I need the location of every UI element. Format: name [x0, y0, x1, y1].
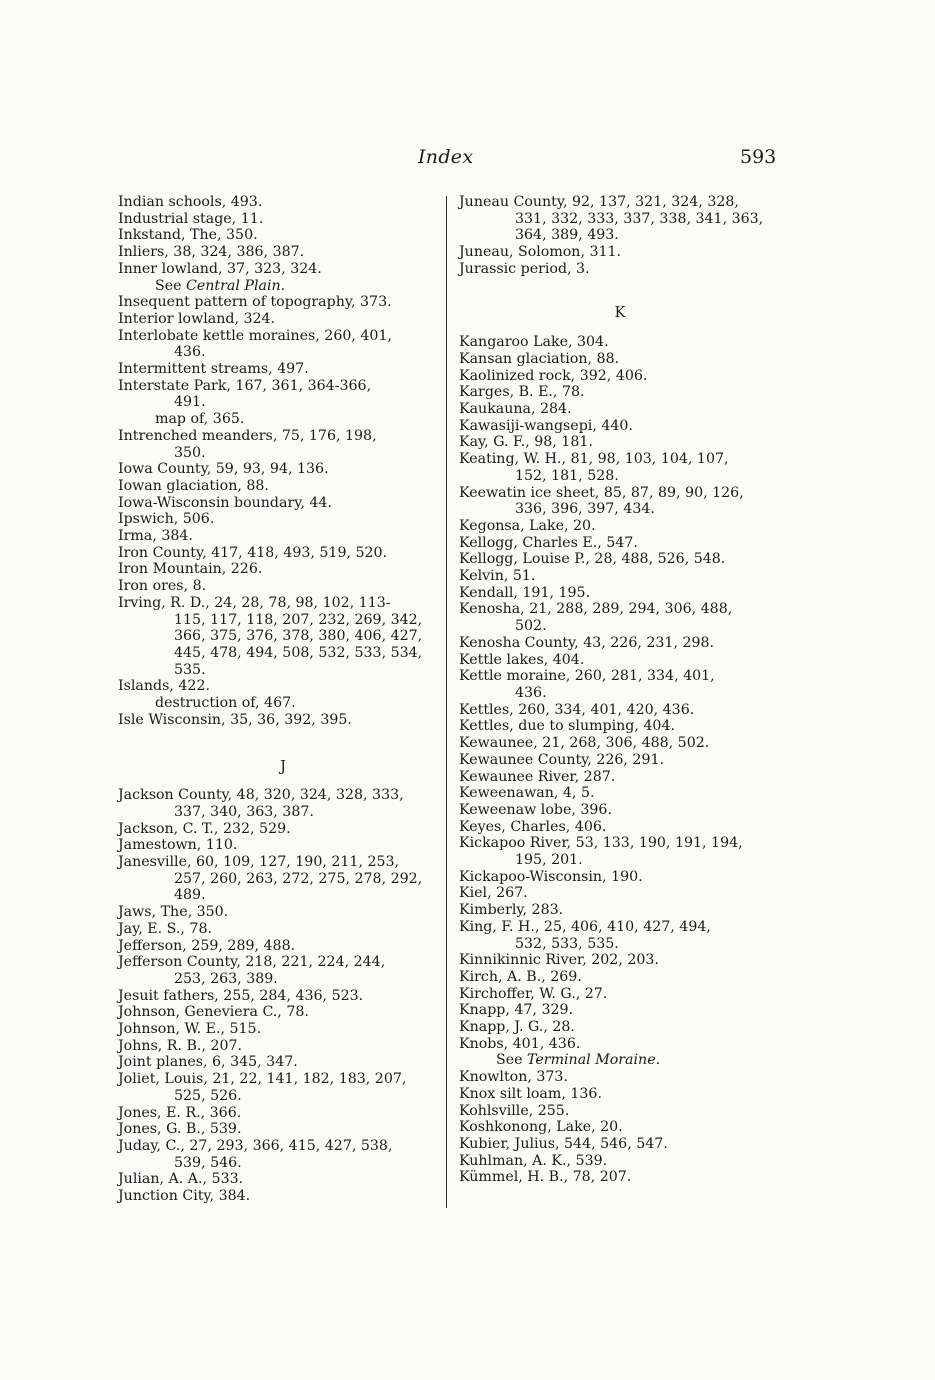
entry-line: Kickapoo-Wisconsin, 190.: [459, 868, 643, 885]
entry-line: 257, 260, 263, 272, 275, 278, 292,: [174, 870, 423, 887]
entry-line: Kickapoo River, 53, 133, 190, 191, 194,: [459, 835, 743, 852]
entry-line: 532, 533, 535.: [515, 935, 619, 952]
entry-line: Iowa County, 59, 93, 94, 136.: [118, 461, 329, 478]
index-entry: [118, 1021, 448, 1038]
entry-line: Johnson, Geneviera C., 78.: [118, 1004, 309, 1021]
entry-line: Jefferson, 259, 289, 488.: [118, 937, 296, 954]
see-reference-target: Central Plain.: [186, 277, 286, 294]
entry-line: Indian schools, 493.: [118, 194, 263, 210]
index-entry: [459, 518, 781, 535]
index-entry: [459, 351, 781, 368]
entry-line: Iron County, 417, 418, 493, 519, 520.: [118, 544, 388, 561]
entry-line: 445, 478, 494, 508, 532, 533, 534,: [174, 644, 423, 661]
index-entry: [459, 635, 781, 652]
entry-line: Kettles, due to slumping, 404.: [459, 718, 675, 735]
index-entry: [118, 854, 448, 904]
see-reference: [459, 1052, 781, 1069]
entry-line: Interstate Park, 167, 361, 364-366,: [118, 377, 372, 394]
index-entry: [459, 802, 781, 819]
index-entry: [118, 1038, 448, 1055]
index-entry: [459, 652, 781, 669]
index-entry: [118, 361, 448, 378]
index-entry: [459, 568, 781, 585]
entry-line: 436.: [515, 684, 547, 701]
entry-line: Juneau, Solomon, 311.: [459, 244, 622, 261]
index-entry: [118, 211, 448, 228]
index-entry: [459, 1153, 781, 1170]
entry-line: Inner lowland, 37, 323, 324.: [118, 260, 322, 277]
entry-line: Kellogg, Charles E., 547.: [459, 534, 638, 551]
entry-line: Joliet, Louis, 21, 22, 141, 182, 183, 207,: [118, 1071, 407, 1088]
entry-line: 115, 117, 118, 207, 232, 269, 342,: [174, 611, 423, 628]
entry-line: 535.: [174, 661, 206, 678]
entry-line: 195, 201.: [515, 852, 583, 869]
entry-line: Iron Mountain, 226.: [118, 561, 263, 578]
entry-line: Jefferson County, 218, 221, 224, 244,: [118, 954, 386, 971]
entry-line: Juday, C., 27, 293, 366, 415, 427, 538,: [118, 1137, 393, 1154]
see-reference: [118, 278, 448, 295]
index-entry: [118, 938, 448, 955]
entry-line: Kuhlman, A. K., 539.: [459, 1152, 608, 1169]
index-entry: [118, 1054, 448, 1071]
entry-line: Karges, B. E., 78.: [459, 384, 585, 401]
index-entry: [459, 401, 781, 418]
index-column-left: [118, 194, 448, 1205]
index-entry: [118, 1188, 448, 1205]
section-letter-k: K: [614, 304, 626, 321]
entry-line: Ipswich, 506.: [118, 511, 215, 528]
entry-line: Knobs, 401, 436.: [459, 1035, 581, 1052]
entry-line: 364, 389, 493.: [515, 227, 619, 244]
entry-line: King, F. H., 25, 406, 410, 427, 494,: [459, 918, 711, 935]
index-entry: [459, 384, 781, 401]
index-entry: [118, 578, 448, 595]
index-entry: [118, 244, 448, 261]
entry-line: Kawasiji-wangsepi, 440.: [459, 417, 633, 434]
entry-line: Jurassic period, 3.: [459, 260, 590, 277]
entries-i: [118, 194, 448, 729]
entry-line: Kewaunee, 21, 268, 306, 488, 502.: [459, 735, 710, 752]
index-entry: [459, 334, 781, 351]
index-entry: [118, 595, 448, 679]
index-entry: [459, 986, 781, 1003]
entry-line: Keewatin ice sheet, 85, 87, 89, 90, 126,: [459, 484, 744, 501]
index-entry: [118, 1171, 448, 1188]
index-entry: [459, 261, 781, 278]
index-entry: [459, 819, 781, 836]
entries-j-continued: [459, 194, 781, 278]
entry-line: Kenosha County, 43, 226, 231, 298.: [459, 634, 715, 651]
index-entry: [118, 478, 448, 495]
see-prefix: See: [155, 277, 187, 294]
section-letter-j: J: [280, 758, 286, 775]
entry-line: Johns, R. B., 207.: [118, 1037, 243, 1054]
index-entry: [459, 902, 781, 919]
index-entry: [459, 835, 781, 868]
index-entry: [118, 227, 448, 244]
entry-line: Kansan glaciation, 88.: [459, 350, 620, 367]
index-entry: [459, 601, 781, 634]
index-entry: [459, 969, 781, 986]
index-entry: [118, 511, 448, 528]
entry-line: Keweenaw lobe, 396.: [459, 801, 612, 818]
index-entry: [459, 244, 781, 261]
entry-line: Industrial stage, 11.: [118, 210, 264, 227]
entry-line: Insequent pattern of topography, 373.: [118, 294, 392, 311]
index-entry: [459, 585, 781, 602]
entry-line: Kiel, 267.: [459, 885, 528, 902]
index-entry: [459, 1103, 781, 1120]
index-entry: [459, 752, 781, 769]
index-entry: [459, 1136, 781, 1153]
index-entry: [118, 561, 448, 578]
index-entry: [118, 1071, 448, 1104]
index-entry: [459, 368, 781, 385]
index-entry: [118, 378, 448, 411]
index-entry: [118, 328, 448, 361]
index-entry: [118, 428, 448, 461]
index-entry: [118, 787, 448, 820]
entry-line: Kirchoffer, W. G., 27.: [459, 985, 608, 1002]
entry-line: 253, 263, 389.: [174, 970, 278, 987]
entry-line: 436.: [174, 344, 206, 361]
index-column-right: [459, 194, 781, 1186]
index-entry: [118, 1121, 448, 1138]
entry-line: Kellogg, Louise P., 28, 488, 526, 548.: [459, 551, 726, 568]
entry-line: Juneau County, 92, 137, 321, 324, 328,: [459, 194, 739, 210]
index-entry: [118, 261, 448, 278]
index-entry: [459, 485, 781, 518]
entry-line: Junction City, 384.: [118, 1188, 251, 1205]
index-entry: [459, 418, 781, 435]
index-entry: [459, 1119, 781, 1136]
entry-line: 350.: [174, 444, 206, 461]
entry-line: Johnson, W. E., 515.: [118, 1021, 262, 1038]
entry-line: Kimberly, 283.: [459, 902, 564, 919]
entry-line: Joint planes, 6, 345, 347.: [118, 1054, 298, 1071]
see-reference-target: Terminal Moraine.: [527, 1052, 661, 1069]
entry-line: 491.: [174, 394, 206, 411]
index-entry: [118, 954, 448, 987]
entry-line: Kewaunee County, 226, 291.: [459, 751, 665, 768]
entry-line: Kaukauna, 284.: [459, 401, 572, 418]
see-prefix: See: [496, 1052, 528, 1069]
entry-line: Interlobate kettle moraines, 260, 401,: [118, 327, 392, 344]
entry-line: Irma, 384.: [118, 528, 193, 545]
entry-line: Knowlton, 373.: [459, 1069, 568, 1086]
entry-line: Knapp, 47, 329.: [459, 1002, 574, 1019]
entry-line: Jaws, The, 350.: [118, 904, 229, 921]
index-entry: [459, 952, 781, 969]
entry-line: Jones, G. B., 539.: [118, 1121, 242, 1138]
entry-line: Keyes, Charles, 406.: [459, 818, 607, 835]
index-entry: [118, 1105, 448, 1122]
index-entry: [459, 869, 781, 886]
index-entry: [459, 1086, 781, 1103]
entry-line: 502.: [515, 618, 547, 635]
page-number: 593: [740, 146, 777, 168]
entry-line: Keating, W. H., 81, 98, 103, 104, 107,: [459, 451, 729, 468]
index-entry: [118, 1138, 448, 1171]
entry-line: Inkstand, The, 350.: [118, 227, 258, 244]
entry-line: 539, 546.: [174, 1154, 242, 1171]
entry-line: 337, 340, 363, 387.: [174, 803, 314, 820]
index-entry: [118, 545, 448, 562]
entry-line: 336, 396, 397, 434.: [515, 501, 655, 518]
entry-line: 489.: [174, 887, 206, 904]
index-entry: [459, 785, 781, 802]
running-head: [0, 146, 935, 172]
entry-line: Iron ores, 8.: [118, 578, 207, 595]
entry-line: destruction of, 467.: [155, 695, 296, 712]
entry-line: Irving, R. D., 24, 28, 78, 98, 102, 113-: [118, 594, 391, 611]
entry-line: Knox silt loam, 136.: [459, 1085, 602, 1102]
index-entry: [118, 528, 448, 545]
index-entry: [118, 1004, 448, 1021]
entry-line: Kettle moraine, 260, 281, 334, 401,: [459, 668, 715, 685]
entry-line: Kay, G. F., 98, 181.: [459, 434, 593, 451]
index-entry: [118, 461, 448, 478]
index-entry: [459, 1069, 781, 1086]
entry-line: Jay, E. S., 78.: [118, 920, 212, 937]
entry-line: map of, 365.: [155, 411, 245, 428]
entry-line: Iowan glaciation, 88.: [118, 477, 269, 494]
entry-line: Kümmel, H. B., 78, 207.: [459, 1169, 632, 1186]
index-entry: [118, 712, 448, 729]
entries-k: [459, 334, 781, 1186]
entry-line: 331, 332, 333, 337, 338, 341, 363,: [515, 210, 764, 227]
index-entry: [459, 718, 781, 735]
entry-line: Jackson County, 48, 320, 324, 328, 333,: [118, 787, 404, 804]
entry-line: 152, 181, 528.: [515, 467, 619, 484]
index-entry: [459, 668, 781, 701]
index-entry: [118, 294, 448, 311]
entry-line: Intermittent streams, 497.: [118, 361, 309, 378]
entry-line: Koshkonong, Lake, 20.: [459, 1119, 623, 1136]
entry-line: Janesville, 60, 109, 127, 190, 211, 253,: [118, 854, 400, 871]
entry-line: Kubier, Julius, 544, 546, 547.: [459, 1135, 668, 1152]
index-entry: [459, 451, 781, 484]
index-entry: [459, 769, 781, 786]
index-entry: [459, 1169, 781, 1186]
entry-line: Interior lowland, 324.: [118, 310, 276, 327]
index-entry: [459, 735, 781, 752]
index-entry: [459, 535, 781, 552]
index-entry: [118, 495, 448, 512]
entry-line: Kendall, 191, 195.: [459, 584, 591, 601]
entries-j: [118, 787, 448, 1205]
entry-line: Islands, 422.: [118, 678, 210, 695]
index-entry: [459, 919, 781, 952]
index-entry: [118, 194, 448, 211]
index-entry: [118, 921, 448, 938]
index-subentry: [118, 695, 448, 712]
index-entry: [459, 194, 781, 244]
entry-line: Jackson, C. T., 232, 529.: [118, 820, 291, 837]
entry-line: Inliers, 38, 324, 386, 387.: [118, 244, 305, 261]
entry-line: 525, 526.: [174, 1087, 242, 1104]
entry-line: Kirch, A. B., 269.: [459, 968, 582, 985]
entry-line: Kettles, 260, 334, 401, 420, 436.: [459, 701, 695, 718]
index-entry: [459, 434, 781, 451]
index-entry: [118, 988, 448, 1005]
entry-line: Iowa-Wisconsin boundary, 44.: [118, 494, 332, 511]
entry-line: Kenosha, 21, 288, 289, 294, 306, 488,: [459, 601, 733, 618]
index-subentry: [118, 411, 448, 428]
index-entry: [459, 1002, 781, 1019]
index-entry: [459, 551, 781, 568]
entry-line: 366, 375, 376, 378, 380, 406, 427,: [174, 628, 423, 645]
index-entry: [118, 837, 448, 854]
entry-line: Isle Wisconsin, 35, 36, 392, 395.: [118, 711, 352, 728]
entry-line: Jamestown, 110.: [118, 837, 238, 854]
entry-line: Kettle lakes, 404.: [459, 651, 585, 668]
index-entry: [118, 678, 448, 695]
entry-line: Kohlsville, 255.: [459, 1102, 570, 1119]
index-entry: [459, 702, 781, 719]
entry-line: Kangaroo Lake, 304.: [459, 334, 609, 351]
index-entry: [459, 885, 781, 902]
index-entry: [459, 1019, 781, 1036]
index-entry: [459, 1036, 781, 1053]
entry-line: Jones, E. R., 366.: [118, 1104, 242, 1121]
column-divider: [446, 196, 447, 1208]
entry-line: Kelvin, 51.: [459, 568, 536, 585]
entry-line: Julian, A. A., 533.: [118, 1171, 244, 1188]
index-entry: [118, 904, 448, 921]
entry-line: Intrenched meanders, 75, 176, 198,: [118, 427, 377, 444]
entry-line: Jesuit fathers, 255, 284, 436, 523.: [118, 987, 364, 1004]
page-title: Index: [418, 146, 474, 168]
entry-line: Kinnikinnic River, 202, 203.: [459, 952, 659, 969]
entry-line: Kegonsa, Lake, 20.: [459, 517, 596, 534]
entry-line: Knapp, J. G., 28.: [459, 1019, 575, 1036]
entry-line: Kaolinized rock, 392, 406.: [459, 367, 648, 384]
entry-line: Keweenawan, 4, 5.: [459, 785, 595, 802]
index-entry: [118, 311, 448, 328]
entry-line: Kewaunee River, 287.: [459, 768, 616, 785]
index-entry: [118, 821, 448, 838]
